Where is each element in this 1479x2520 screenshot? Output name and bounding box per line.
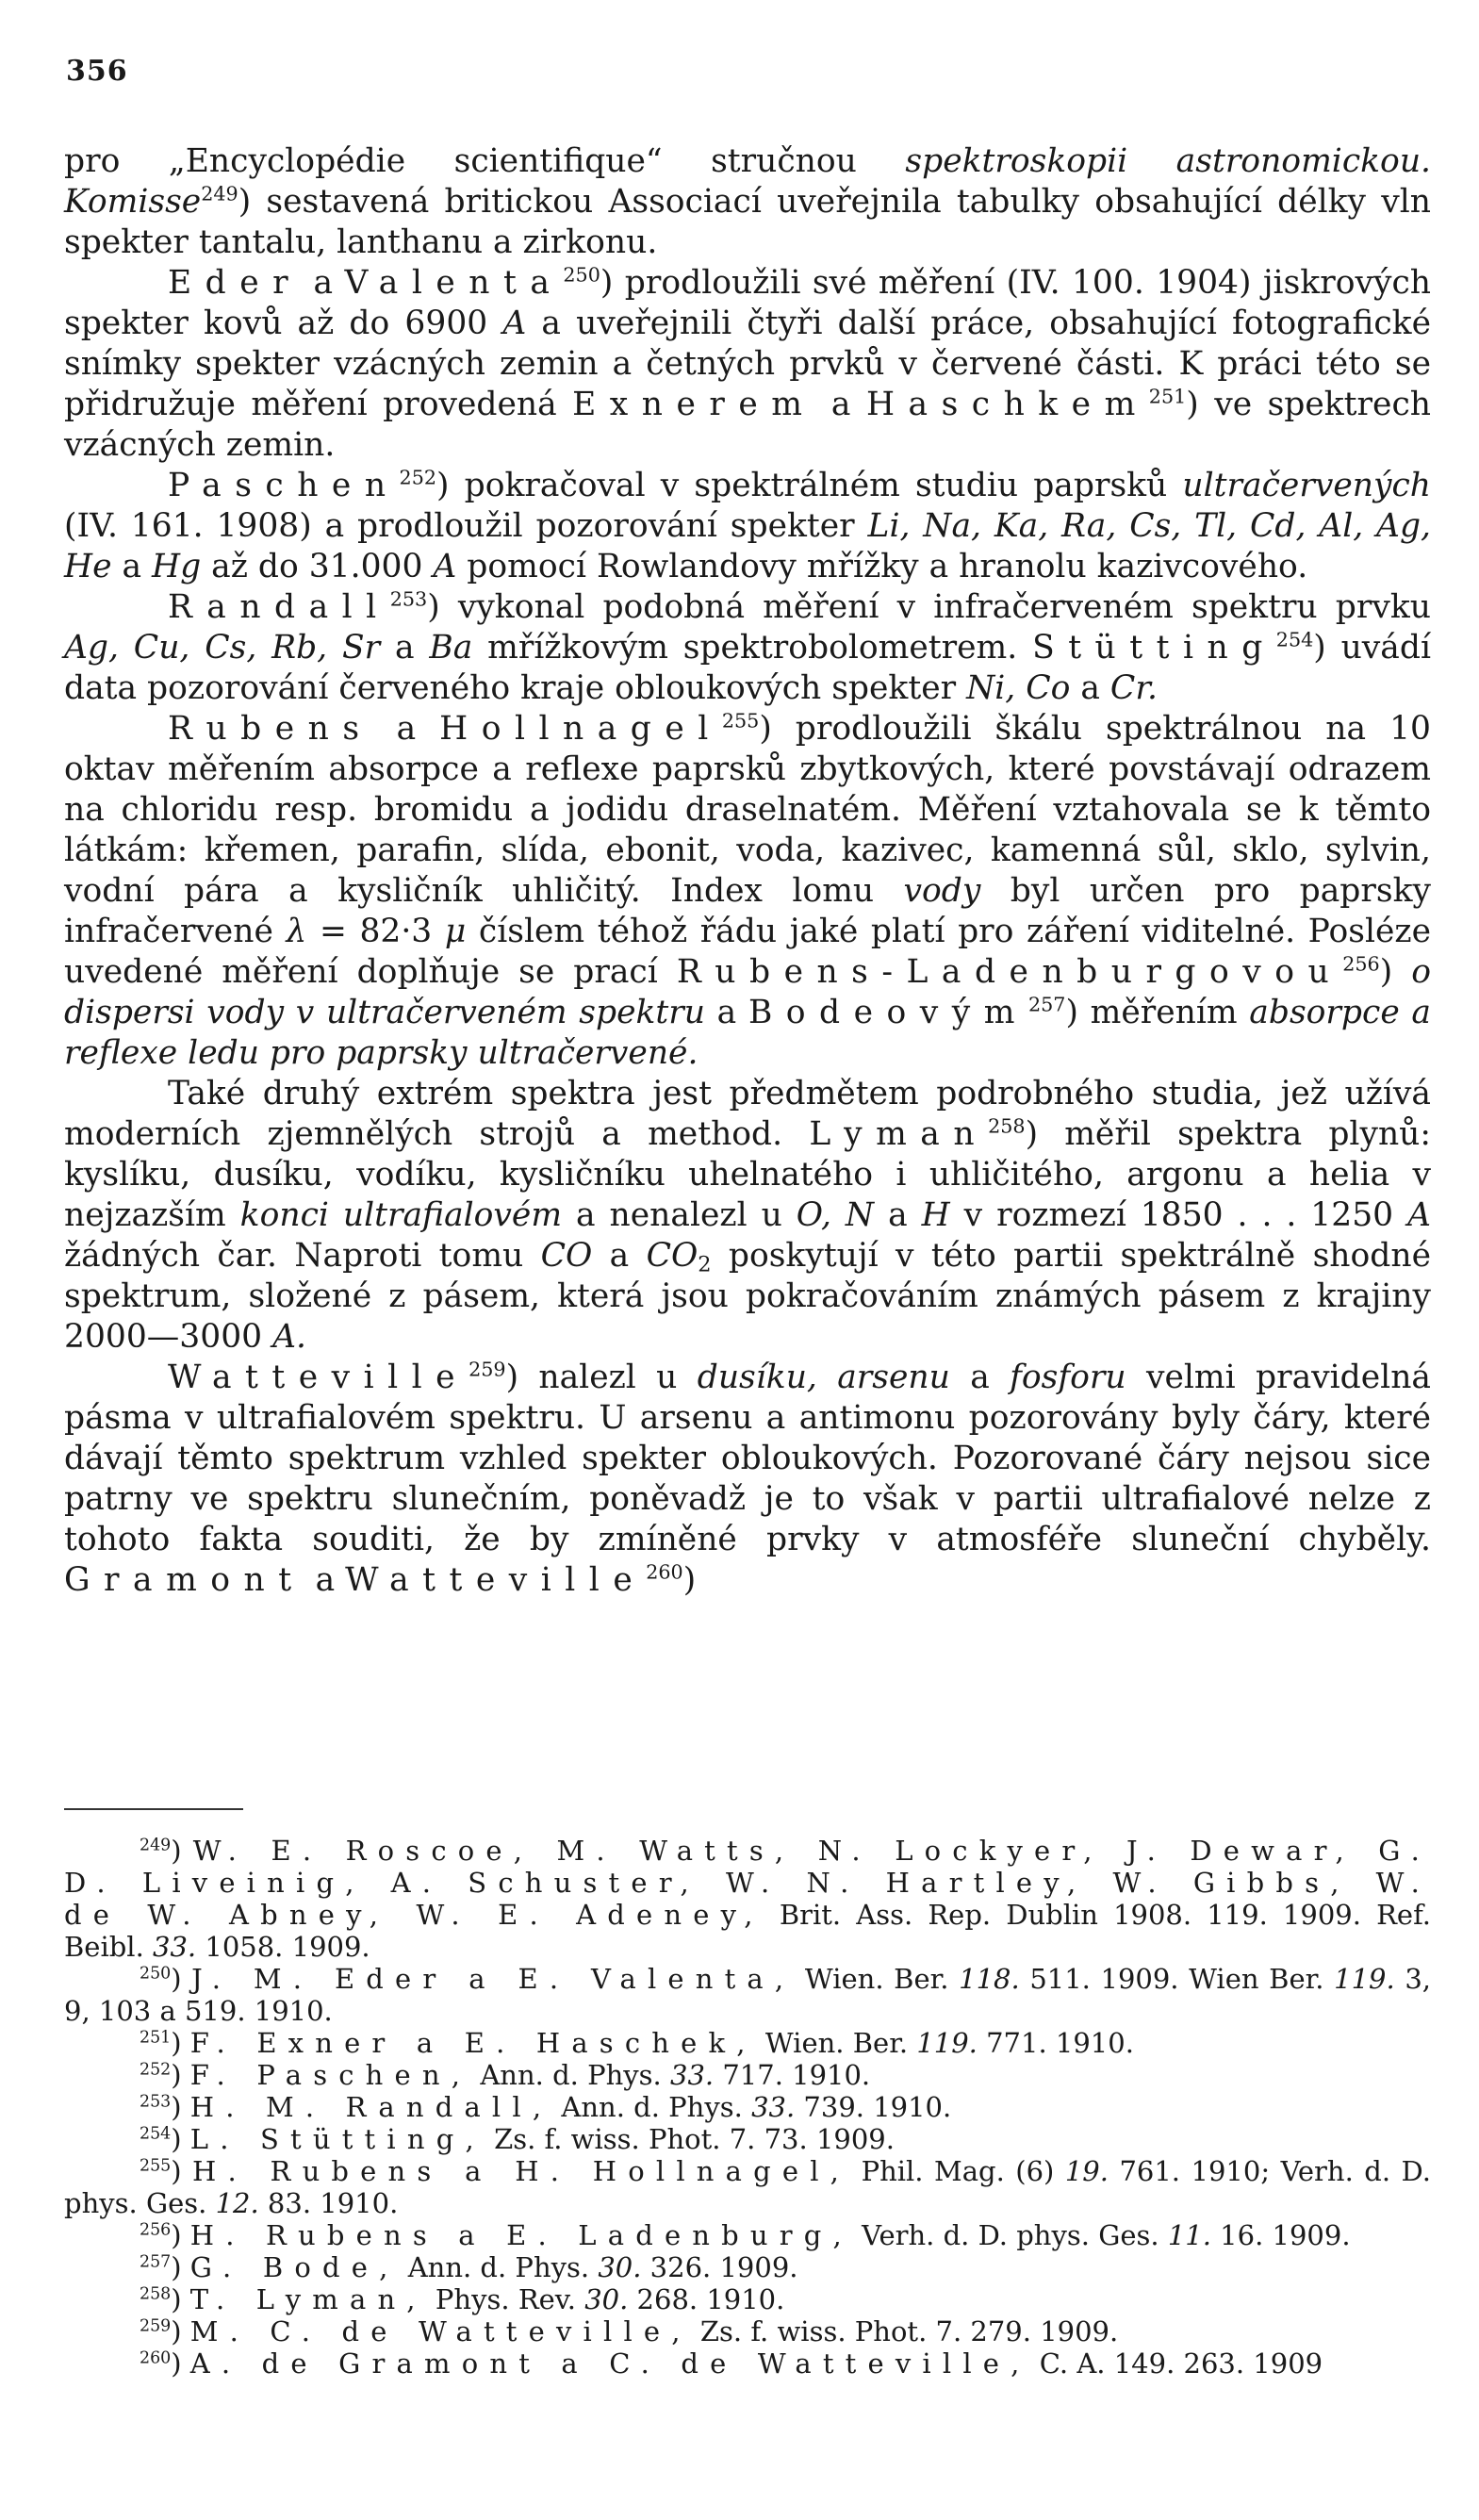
footnote-number: 257 bbox=[140, 2252, 172, 2272]
italic-text: 33. bbox=[670, 2059, 715, 2091]
footnote bbox=[64, 1963, 1431, 2027]
footnote bbox=[64, 2283, 1431, 2315]
text-run: byl určen pro paprsky infračervené bbox=[64, 872, 1431, 950]
text-run: Ann. d. Phys. bbox=[399, 2251, 599, 2283]
italic-text: Ni, Co bbox=[966, 669, 1071, 707]
spaced-name: F. Paschen, bbox=[189, 2059, 472, 2091]
italic-text: 119. bbox=[916, 2027, 978, 2059]
footnote-ref: 259 bbox=[468, 1358, 506, 1381]
paragraph bbox=[64, 709, 1431, 1074]
italic-text: A bbox=[502, 305, 527, 342]
footnote-paren: ) bbox=[171, 2251, 190, 2283]
footnote-divider bbox=[64, 1808, 243, 1810]
paragraph bbox=[64, 1358, 1431, 1601]
footnote-number: 251 bbox=[140, 2028, 172, 2048]
footnote-paren: ) bbox=[171, 2219, 190, 2251]
spaced-name: Rubens bbox=[168, 710, 373, 748]
italic-text: 19. bbox=[1064, 2155, 1109, 2187]
footnote-number: 256 bbox=[140, 2220, 172, 2240]
text-run: Phys. Rev. bbox=[426, 2283, 585, 2315]
text-run: 771. 1910. bbox=[977, 2027, 1134, 2059]
text-run: 268. 1910. bbox=[628, 2283, 785, 2315]
text-run: 761. 1910; Verh. d. D. phys. Ges. bbox=[64, 2155, 1431, 2219]
page-number: 356 bbox=[66, 55, 128, 88]
text-run: = 82·3 bbox=[306, 913, 445, 950]
text-run: a bbox=[302, 264, 345, 302]
text-run: mřížkovým spektrobolometrem. bbox=[472, 629, 1033, 667]
text-run: ) prodloužili škálu spektrálnou na 10 oktav měřením absorpce a reflexe paprsků zbytkových, které povstávají odrazem na chloridu resp. bromidu a jodidu draselnatém. Měření vztahovala se k těmto látkám: křemen, parafin, slída, ebonit, voda, kazivec, kamenná sůl, sklo, sylvin, vodní pára a kysličník uhličitý. Index lomu bbox=[64, 710, 1431, 910]
italic-text: O, N bbox=[796, 1196, 875, 1234]
footnote-ref: 257 bbox=[1027, 993, 1066, 1016]
text-run: ) bbox=[1379, 953, 1412, 991]
paragraph bbox=[64, 141, 1431, 263]
footnote-ref: 254 bbox=[1275, 628, 1314, 651]
spaced-name: Gramont bbox=[64, 1561, 305, 1599]
text-run: a bbox=[380, 629, 430, 667]
italic-text: 30. bbox=[598, 2251, 642, 2283]
text-run: 717. 1910. bbox=[714, 2059, 871, 2091]
spaced-name: Hollnagel bbox=[439, 710, 722, 748]
italic-text: absorpce a reflexe ledu pro paprsky ultračervené. bbox=[64, 994, 1431, 1072]
footnote-paren: ) bbox=[171, 2347, 190, 2380]
footnote bbox=[64, 2123, 1431, 2155]
spaced-name: H. Rubens a H. Hollnagel, bbox=[192, 2155, 851, 2187]
spaced-name: W. E. Roscoe, M. Watts, N. Lockyer, J. Dewar, G. D. Liveinig, A. Schuster, W. N. Hartley, W. Gibbs, W. de W. Abney, W. E. Adeney, bbox=[64, 1835, 1431, 1931]
text-run: a bbox=[372, 710, 440, 748]
footnotes bbox=[64, 1835, 1431, 2380]
text-run: pomocí Rowlandovy mřížky a hranolu kazivcového. bbox=[456, 548, 1308, 585]
italic-text: 11. bbox=[1167, 2219, 1211, 2251]
text-run: ) měřením bbox=[1065, 994, 1250, 1031]
text-run: Wien. Ber. bbox=[795, 1963, 960, 1995]
text-run: Také druhý extrém spektra jest předmětem podrobného studia, jež užívá moderních zjemnělých strojů a method. bbox=[64, 1075, 1431, 1153]
footnote-paren: ) bbox=[171, 2283, 190, 2315]
spaced-name: Exnerem bbox=[572, 386, 816, 423]
italic-text: konci ultrafialovém bbox=[239, 1196, 563, 1234]
text-run: Phil. Mag. (6) bbox=[850, 2155, 1065, 2187]
footnote-ref: 260 bbox=[646, 1560, 683, 1584]
footnote-paren: ) bbox=[171, 2091, 190, 2123]
spaced-name: Watteville bbox=[168, 1359, 469, 1396]
spaced-name: Haschkem bbox=[865, 386, 1149, 423]
spaced-name: Randall bbox=[168, 588, 390, 626]
text-run: C. A. 149. 263. 1909 bbox=[1030, 2347, 1323, 2380]
text-run: číslem téhož řádu jaké platí pro záření viditelné. Posléze uvedené měření doplňuje se prací bbox=[64, 913, 1432, 991]
text-run: a bbox=[815, 386, 866, 423]
text-run: ) měřil spektra plynů: kyslíku, dusíku, vodíku, kysličníku uhelnatého i uhličitého, argonu a helia v nejzazším bbox=[64, 1115, 1432, 1234]
text-run: ) pokračoval v spektrálném studiu paprsků bbox=[436, 467, 1183, 504]
text-run: Ann. d. Phys. bbox=[471, 2059, 670, 2091]
body-text bbox=[64, 141, 1431, 1601]
italic-text: Li, Na, Ka, Ra, Cs, Tl, Cd, Al, Ag, He bbox=[64, 507, 1432, 585]
footnote bbox=[64, 2155, 1431, 2219]
text-run: a bbox=[704, 994, 748, 1031]
text-run: Wien. Ber. bbox=[756, 2027, 917, 2059]
footnote-number: 254 bbox=[140, 2124, 172, 2144]
italic-text: CO bbox=[540, 1237, 593, 1275]
italic-text: 33. bbox=[751, 2091, 796, 2123]
text-run: poskytují v této partii spektrálně shodné spektrum, složené z pásem, která jsou pokračováním známých pásem z krajiny 2000—3000 bbox=[64, 1237, 1431, 1356]
spaced-name: Eder bbox=[168, 264, 303, 302]
footnote-ref: 256 bbox=[1342, 952, 1380, 976]
text-run: 1058. 1909. bbox=[196, 1931, 370, 1963]
italic-text: fosforu bbox=[1010, 1359, 1126, 1396]
italic-text: 118. bbox=[959, 1963, 1020, 1995]
footnote-number: 250 bbox=[140, 1964, 172, 1984]
spaced-name: T. Lyman, bbox=[189, 2283, 427, 2315]
italic-text: 119. bbox=[1334, 1963, 1395, 1995]
text-run: Brit. Ass. Rep. Dublin 1908. 119. 1909. Ref. Beibl. bbox=[64, 1899, 1431, 1963]
spaced-name: A. de Gramont a C. de Watteville, bbox=[189, 2347, 1031, 2380]
footnote-ref: 255 bbox=[721, 709, 760, 733]
italic-text: dusíku, arsenu bbox=[697, 1359, 950, 1396]
spaced-name: Bodeovým bbox=[748, 994, 1028, 1031]
spaced-name: J. M. Eder a E. Valenta, bbox=[191, 1963, 796, 1995]
text-run: 3, 9, 103 a 519. 1910. bbox=[64, 1963, 1431, 2027]
footnote-paren: ) bbox=[171, 2315, 190, 2347]
footnote-number: 258 bbox=[140, 2284, 172, 2304]
spaced-name: Valenta bbox=[344, 264, 564, 302]
spaced-name: L. Stütting, bbox=[189, 2123, 485, 2155]
footnote bbox=[64, 2027, 1431, 2059]
spaced-name: H. M. Randall, bbox=[189, 2091, 553, 2123]
spaced-name: G. Bode, bbox=[189, 2251, 400, 2283]
footnote-ref: 249 bbox=[201, 182, 238, 206]
italic-text: vody bbox=[903, 872, 981, 910]
paragraph bbox=[64, 1074, 1431, 1358]
spaced-name: Stütting bbox=[1032, 629, 1276, 667]
footnote-paren: ) bbox=[171, 1963, 192, 1995]
footnote-number: 255 bbox=[140, 2156, 172, 2176]
italic-text: H bbox=[921, 1196, 950, 1234]
italic-text: 12. bbox=[215, 2187, 259, 2219]
footnote bbox=[64, 2091, 1431, 2123]
subscript: 2 bbox=[698, 1252, 712, 1277]
text-run: Zs. f. wiss. Phot. 7. 73. 1909. bbox=[485, 2123, 895, 2155]
text-run: ) nalezl u bbox=[505, 1359, 698, 1396]
text-run: ) bbox=[682, 1561, 697, 1599]
text-run: Zs. f. wiss. Phot. 7. 279. 1909. bbox=[691, 2315, 1119, 2347]
text-run: 83. 1910. bbox=[258, 2187, 399, 2219]
text-run: a nenalezl u bbox=[562, 1196, 797, 1234]
paragraph bbox=[64, 587, 1431, 709]
footnote-ref: 251 bbox=[1148, 385, 1187, 408]
text-run: Verh. d. D. phys. Ges. bbox=[852, 2219, 1168, 2251]
text-run: a bbox=[592, 1237, 647, 1275]
italic-text: CO bbox=[646, 1237, 698, 1275]
footnote-number: 249 bbox=[140, 1836, 172, 1855]
text-run: velmi pravidelná pásma v ultrafialovém spektru. U arsenu a antimonu pozorovány byly čáry, které dávají těmto spektrum vzhled spekter obloukových. Pozorované čáry nejsou sice patrny ve spektru slunečním, poněvadž je to však v partii ultrafialové nelze z tohoto fakta souditi, že by zmíněné prvky v atmosféře sluneční chyběly. bbox=[64, 1359, 1431, 1558]
paragraph bbox=[64, 466, 1431, 587]
italic-text: μ bbox=[444, 913, 467, 950]
italic-text: Komisse bbox=[64, 183, 202, 221]
text-run: a uveřejnili čtyři další práce, obsahující fotografické snímky spekter vzácných zemin a četných prvků v červené části. K práci této se přidružuje měření provedená bbox=[64, 305, 1431, 423]
text-run: ) ve spektrech vzácných zemin. bbox=[64, 386, 1431, 464]
footnote-number: 259 bbox=[140, 2316, 172, 2336]
italic-text: spektroskopii astronomickou. bbox=[905, 142, 1432, 180]
footnote-paren: ) bbox=[171, 1835, 193, 1867]
spaced-name: Paschen bbox=[168, 467, 400, 504]
italic-text: Hg bbox=[152, 548, 202, 585]
footnote-paren: ) bbox=[171, 2027, 190, 2059]
text-run: a bbox=[1070, 669, 1110, 707]
text-run: 511. 1909. Wien Ber. bbox=[1019, 1963, 1335, 1995]
spaced-name: Lyman bbox=[809, 1115, 989, 1153]
footnote bbox=[64, 2059, 1431, 2091]
spaced-name: F. Exner a E. Haschek, bbox=[189, 2027, 757, 2059]
text-run: ) sestavená britickou Associací uveřejnila tabulky obsahující délky vln spekter tantalu, lanthanu a zirkonu. bbox=[64, 183, 1431, 261]
italic-text: ultračervených bbox=[1182, 467, 1431, 504]
footnote bbox=[64, 1835, 1431, 1963]
italic-text: A bbox=[1407, 1196, 1431, 1234]
italic-text: Ag, Cu, Cs, Rb, Sr bbox=[64, 629, 381, 667]
italic-text: 30. bbox=[584, 2283, 629, 2315]
text-run: pro „Encyclopédie scientifique“ stručnou bbox=[64, 142, 906, 180]
italic-text: A. bbox=[272, 1318, 306, 1356]
text-run: a bbox=[874, 1196, 922, 1234]
footnote-paren: ) bbox=[171, 2123, 190, 2155]
text-run: ) vykonal podobná měření v infračerveném spektru prvku bbox=[427, 588, 1431, 626]
italic-text: Cr. bbox=[1109, 669, 1158, 707]
footnote bbox=[64, 2219, 1431, 2251]
text-run: v rozmezí 1850 . . . 1250 bbox=[949, 1196, 1408, 1234]
text-run: 326. 1909. bbox=[641, 2251, 798, 2283]
italic-text: o dispersi vody v ultračerveném spektru bbox=[64, 953, 1431, 1031]
spaced-name: Watteville bbox=[345, 1561, 647, 1599]
footnote-ref: 253 bbox=[389, 587, 428, 611]
footnote bbox=[64, 2315, 1431, 2347]
italic-text: Ba bbox=[429, 629, 473, 667]
text-run: žádných čar. Naproti tomu bbox=[64, 1237, 541, 1275]
text-run: Ann. d. Phys. bbox=[552, 2091, 752, 2123]
italic-text: λ bbox=[286, 913, 307, 950]
footnote-number: 260 bbox=[140, 2348, 172, 2368]
footnote-paren: ) bbox=[171, 2059, 190, 2091]
text-run: 739. 1910. bbox=[795, 2091, 952, 2123]
text-run: a bbox=[949, 1359, 1011, 1396]
footnote-ref: 252 bbox=[399, 466, 437, 489]
footnote bbox=[64, 2251, 1431, 2283]
spaced-name: H. Rubens a E. Ladenburg, bbox=[189, 2219, 853, 2251]
spaced-name: M. C. de Watteville, bbox=[189, 2315, 692, 2347]
text-run: a bbox=[304, 1561, 346, 1599]
footnote-ref: 250 bbox=[563, 263, 600, 287]
text-run: až do 31.000 bbox=[201, 548, 434, 585]
text-run: ) uvádí data pozorování červeného kraje obloukových spekter bbox=[64, 629, 1431, 707]
paragraph bbox=[64, 263, 1431, 466]
text-run: (IV. 161. 1908) a prodloužil pozorování spekter bbox=[64, 507, 868, 545]
text-run: 16. 1909. bbox=[1210, 2219, 1351, 2251]
italic-text: 33. bbox=[153, 1931, 197, 1963]
italic-text: A bbox=[433, 548, 457, 585]
footnote-number: 253 bbox=[140, 2092, 172, 2112]
text-run: ) prodloužili své měření (IV. 100. 1904) jiskrových spekter kovů až do 6900 bbox=[64, 264, 1431, 342]
text-run: a bbox=[111, 548, 153, 585]
footnote-ref: 258 bbox=[988, 1114, 1026, 1138]
spaced-name: Rubens-Ladenburgovou bbox=[676, 953, 1343, 991]
footnote-number: 252 bbox=[140, 2060, 172, 2080]
footnote-paren: ) bbox=[171, 2155, 193, 2187]
footnote bbox=[64, 2347, 1431, 2380]
